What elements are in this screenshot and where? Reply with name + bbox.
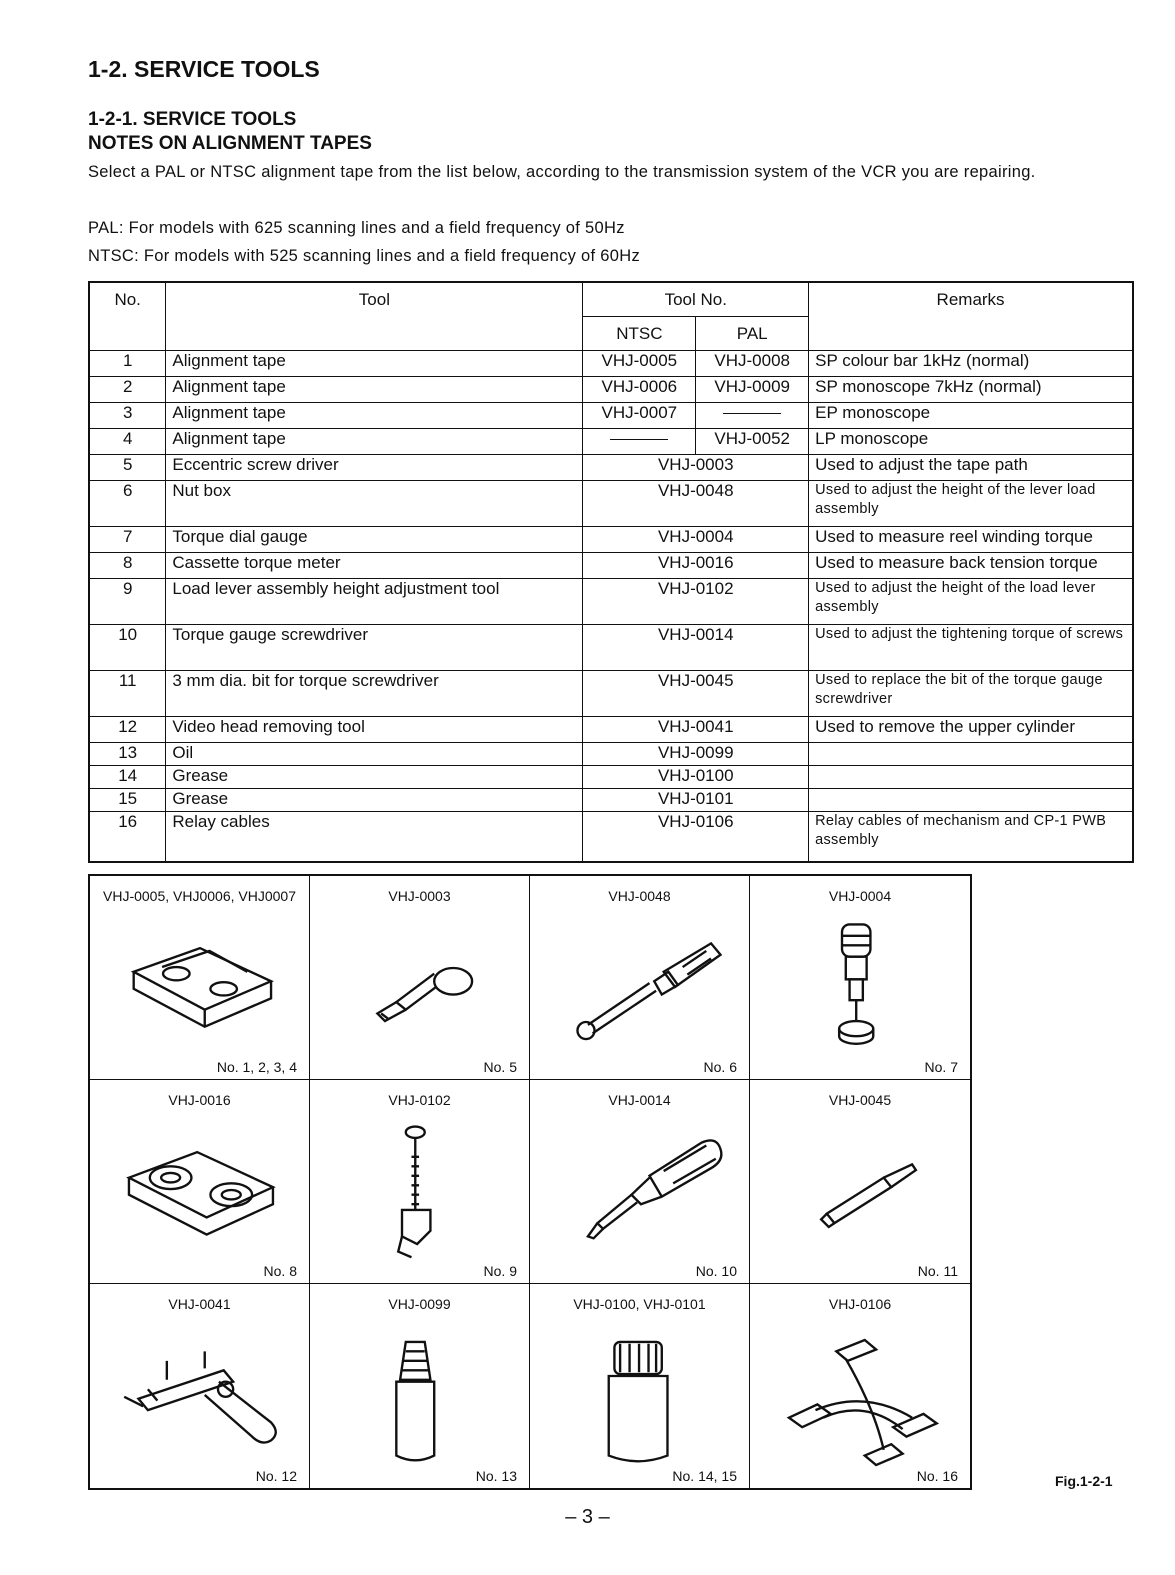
tool-code-label: VHJ-0106 bbox=[828, 1296, 892, 1312]
dash-mark bbox=[610, 439, 668, 440]
cell-tool: Torque dial gauge bbox=[166, 527, 583, 553]
header-ntsc: NTSC bbox=[583, 317, 696, 351]
tool-number-label: No. 7 bbox=[924, 1059, 958, 1075]
cell-tool: Alignment tape bbox=[166, 429, 583, 455]
table-row bbox=[89, 455, 1133, 481]
tool-figure-cell bbox=[310, 1080, 530, 1284]
service-tools-table bbox=[88, 281, 1134, 863]
tool-figure-cell bbox=[310, 1284, 530, 1488]
cell-no: 6 bbox=[89, 481, 166, 527]
ntsc-note: NTSC: For models with 525 scanning lines and a field frequency of 60Hz bbox=[88, 247, 641, 265]
tool-code-label: VHJ-0014 bbox=[608, 1092, 671, 1108]
cell-remarks bbox=[809, 789, 1133, 812]
cell-no: 11 bbox=[89, 671, 166, 717]
tool-number-label: No. 1, 2, 3, 4 bbox=[216, 1059, 297, 1075]
tool-code-label: VHJ-0005, VHJ0006, VHJ0007 bbox=[103, 888, 296, 904]
cell-no: 16 bbox=[89, 812, 166, 862]
cell-tool: Grease bbox=[166, 766, 583, 789]
cell-remarks: Used to adjust the height of the lever load assembly bbox=[809, 481, 1133, 527]
cell-no: 13 bbox=[89, 743, 166, 766]
table-row bbox=[89, 743, 1133, 766]
grease-jar-icon bbox=[550, 1320, 730, 1468]
cell-remarks: Used to measure reel winding torque bbox=[809, 527, 1133, 553]
cell-tool-no: VHJ-0041 bbox=[583, 717, 809, 743]
cell-ntsc: VHJ-0005 bbox=[583, 351, 696, 377]
cell-no: 5 bbox=[89, 455, 166, 481]
notes-heading: NOTES ON ALIGNMENT TAPES bbox=[88, 133, 372, 154]
table-row bbox=[89, 481, 1133, 527]
cell-no: 12 bbox=[89, 717, 166, 743]
head-removal-tool-icon bbox=[110, 1320, 290, 1468]
tool-number-label: No. 14, 15 bbox=[672, 1468, 737, 1484]
cell-tool-no: VHJ-0102 bbox=[583, 579, 809, 625]
tool-code-label: VHJ-0045 bbox=[828, 1092, 892, 1108]
cell-remarks: Relay cables of mechanism and CP-1 PWB assembly bbox=[809, 812, 1133, 862]
cell-tool-no: VHJ-0045 bbox=[583, 671, 809, 717]
cassette-icon bbox=[110, 912, 290, 1060]
torque-cassette-icon bbox=[110, 1116, 290, 1264]
cell-no: 3 bbox=[89, 403, 166, 429]
table-row bbox=[89, 553, 1133, 579]
cell-remarks: LP monoscope bbox=[809, 429, 1133, 455]
table-row bbox=[89, 527, 1133, 553]
cell-remarks: SP monoscope 7kHz (normal) bbox=[809, 377, 1133, 403]
bit-icon bbox=[770, 1116, 950, 1264]
tool-figure-cell bbox=[750, 1284, 970, 1488]
cell-ntsc: VHJ-0006 bbox=[583, 377, 696, 403]
cell-tool-no: VHJ-0014 bbox=[583, 625, 809, 671]
page-heading: 1-2. SERVICE TOOLS bbox=[88, 56, 320, 82]
tool-number-label: No. 5 bbox=[483, 1059, 517, 1075]
cell-remarks: Used to measure back tension torque bbox=[809, 553, 1133, 579]
tool-figure-cell bbox=[90, 876, 310, 1080]
cell-no: 10 bbox=[89, 625, 166, 671]
tool-code-label: VHJ-0041 bbox=[168, 1296, 231, 1312]
cell-tool: Alignment tape bbox=[166, 351, 583, 377]
tool-number-label: No. 10 bbox=[695, 1263, 737, 1279]
cell-remarks: EP monoscope bbox=[809, 403, 1133, 429]
page-number: – 3 – bbox=[565, 1506, 610, 1528]
cell-tool-no: VHJ-0100 bbox=[583, 766, 809, 789]
cell-remarks bbox=[809, 766, 1133, 789]
table-row bbox=[89, 377, 1133, 403]
cell-pal bbox=[696, 403, 809, 429]
table-row bbox=[89, 403, 1133, 429]
cell-tool: Load lever assembly height adjustment tool bbox=[166, 579, 583, 625]
tools-figure-grid bbox=[88, 874, 972, 1490]
cell-no: 15 bbox=[89, 789, 166, 812]
cell-pal: VHJ-0009 bbox=[696, 377, 809, 403]
table-row bbox=[89, 579, 1133, 625]
cell-tool: Video head removing tool bbox=[166, 717, 583, 743]
cell-tool-no: VHJ-0106 bbox=[583, 812, 809, 862]
cell-no: 9 bbox=[89, 579, 166, 625]
cell-tool: 3 mm dia. bit for torque screwdriver bbox=[166, 671, 583, 717]
relay-cables-icon bbox=[770, 1320, 950, 1468]
cell-no: 2 bbox=[89, 377, 166, 403]
tool-number-label: No. 11 bbox=[917, 1263, 958, 1279]
cell-tool: Nut box bbox=[166, 481, 583, 527]
tool-figure-cell bbox=[750, 876, 970, 1080]
cell-remarks: Used to adjust the tape path bbox=[809, 455, 1133, 481]
tool-figure-cell bbox=[530, 1284, 750, 1488]
table-row bbox=[89, 671, 1133, 717]
nut-driver-icon bbox=[550, 912, 730, 1060]
cell-tool: Grease bbox=[166, 789, 583, 812]
table-row bbox=[89, 717, 1133, 743]
cell-tool: Cassette torque meter bbox=[166, 553, 583, 579]
tool-code-label: VHJ-0016 bbox=[168, 1092, 231, 1108]
oil-bottle-icon bbox=[330, 1320, 510, 1468]
cell-no: 4 bbox=[89, 429, 166, 455]
cell-no: 8 bbox=[89, 553, 166, 579]
cell-tool-no: VHJ-0003 bbox=[583, 455, 809, 481]
table-row bbox=[89, 766, 1133, 789]
header-remarks: Remarks bbox=[809, 282, 1133, 351]
tool-number-label: No. 12 bbox=[255, 1468, 297, 1484]
cell-tool-no: VHJ-0016 bbox=[583, 553, 809, 579]
dial-gauge-icon bbox=[770, 912, 950, 1060]
tool-figure-cell bbox=[530, 1080, 750, 1284]
tool-code-label: VHJ-0099 bbox=[388, 1296, 451, 1312]
cell-remarks: Used to adjust the tightening torque of screws bbox=[809, 625, 1133, 671]
cell-tool-no: VHJ-0099 bbox=[583, 743, 809, 766]
intro-text: Select a PAL or NTSC alignment tape from the list below, according to the transmission system of the VCR you are repairing. bbox=[88, 163, 1036, 181]
cell-remarks: Used to replace the bit of the torque gauge screwdriver bbox=[809, 671, 1133, 717]
header-tool: Tool bbox=[166, 282, 583, 351]
tool-number-label: No. 8 bbox=[263, 1263, 297, 1279]
table-row bbox=[89, 429, 1133, 455]
cell-pal: VHJ-0008 bbox=[696, 351, 809, 377]
header-no: No. bbox=[89, 282, 166, 351]
height-tool-icon bbox=[330, 1116, 510, 1264]
tool-code-label: VHJ-0004 bbox=[828, 888, 892, 904]
cell-remarks: Used to adjust the height of the load lever assembly bbox=[809, 579, 1133, 625]
tool-number-label: No. 13 bbox=[475, 1468, 517, 1484]
table-row bbox=[89, 789, 1133, 812]
tool-code-label: VHJ-0003 bbox=[388, 888, 451, 904]
tool-number-label: No. 6 bbox=[703, 1059, 737, 1075]
table-row bbox=[89, 812, 1133, 862]
tool-number-label: No. 9 bbox=[483, 1263, 517, 1279]
cell-ntsc: VHJ-0007 bbox=[583, 403, 696, 429]
tool-figure-cell bbox=[310, 876, 530, 1080]
cell-tool: Oil bbox=[166, 743, 583, 766]
cell-tool-no: VHJ-0048 bbox=[583, 481, 809, 527]
dash-mark bbox=[723, 413, 781, 414]
tool-figure-cell bbox=[90, 1080, 310, 1284]
cell-remarks bbox=[809, 743, 1133, 766]
cell-pal: VHJ-0052 bbox=[696, 429, 809, 455]
cell-no: 1 bbox=[89, 351, 166, 377]
table-row bbox=[89, 625, 1133, 671]
cell-remarks: Used to remove the upper cylinder bbox=[809, 717, 1133, 743]
tool-figure-cell bbox=[530, 876, 750, 1080]
header-pal: PAL bbox=[696, 317, 809, 351]
header-tool-no: Tool No. bbox=[583, 282, 809, 317]
cell-tool-no: VHJ-0004 bbox=[583, 527, 809, 553]
tool-number-label: No. 16 bbox=[916, 1468, 958, 1484]
cell-no: 7 bbox=[89, 527, 166, 553]
cell-tool: Alignment tape bbox=[166, 377, 583, 403]
cell-tool: Eccentric screw driver bbox=[166, 455, 583, 481]
cell-tool: Torque gauge screwdriver bbox=[166, 625, 583, 671]
cell-ntsc bbox=[583, 429, 696, 455]
section-heading: 1-2-1. SERVICE TOOLS bbox=[88, 109, 297, 130]
pal-note: PAL: For models with 625 scanning lines and a field frequency of 50Hz bbox=[88, 219, 625, 237]
tool-figure-cell bbox=[750, 1080, 970, 1284]
cell-tool: Relay cables bbox=[166, 812, 583, 862]
cell-tool-no: VHJ-0101 bbox=[583, 789, 809, 812]
cell-remarks: SP colour bar 1kHz (normal) bbox=[809, 351, 1133, 377]
cell-no: 14 bbox=[89, 766, 166, 789]
figure-caption: Fig.1-2-1 bbox=[1055, 1473, 1113, 1489]
screwdriver-bit-icon bbox=[330, 912, 510, 1060]
cell-tool: Alignment tape bbox=[166, 403, 583, 429]
table-row bbox=[89, 351, 1133, 377]
tool-code-label: VHJ-0102 bbox=[388, 1092, 451, 1108]
tool-code-label: VHJ-0100, VHJ-0101 bbox=[573, 1296, 706, 1312]
tool-code-label: VHJ-0048 bbox=[608, 888, 671, 904]
tool-figure-cell bbox=[90, 1284, 310, 1488]
torque-screwdriver-icon bbox=[550, 1116, 730, 1264]
